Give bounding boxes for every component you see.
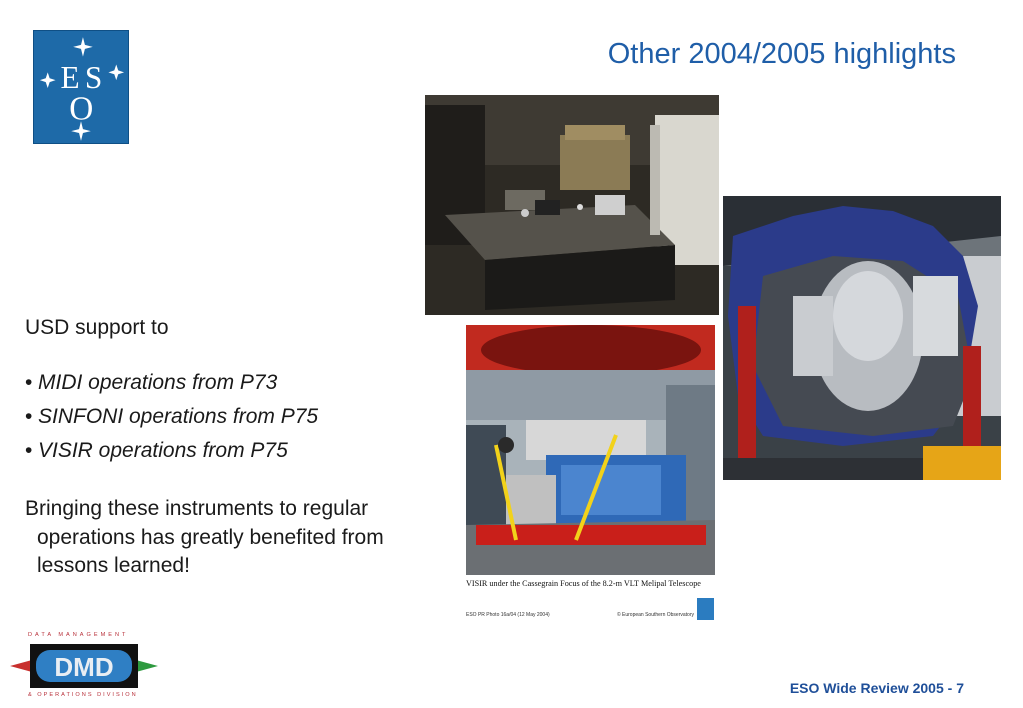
closing-line: Bringing these instruments to regular	[25, 497, 369, 520]
dmd-logo-top-text: DATA MANAGEMENT	[28, 632, 129, 638]
bullet-item: • MIDI operations from P73	[25, 371, 278, 394]
visir-photo-credits	[466, 612, 694, 618]
bullet-text: MIDI operations from P73	[38, 371, 278, 394]
lead-text: USD support to	[25, 316, 169, 339]
visir-photo-credit: © European Southern Observatory	[616, 612, 694, 618]
dmd-logo-icon	[10, 640, 158, 692]
svg-text:S: S	[84, 59, 103, 95]
slide-title: Other 2004/2005 highlights	[607, 38, 956, 70]
eso-star-logo-icon	[34, 31, 128, 143]
visir-instrument-photo	[466, 325, 715, 575]
slide-body	[25, 314, 445, 581]
bullet-text: VISIR operations from P75	[38, 439, 288, 462]
midi-instrument-photo	[425, 95, 719, 315]
svg-text:E: E	[60, 59, 80, 95]
visir-photo-id: ESO PR Photo 16a/04 (12 May 2004)	[466, 612, 550, 618]
eso-logo	[33, 30, 129, 144]
closing-line: lessons learned!	[37, 554, 190, 577]
visir-photo-caption: VISIR under the Cassegrain Focus of the 8.2-m VLT Melipal Telescope	[466, 579, 701, 588]
bullet-text: SINFONI operations from P75	[38, 405, 319, 428]
bullet-item: • VISIR operations from P75	[25, 439, 288, 462]
closing-paragraph	[25, 495, 445, 581]
closing-line: operations has greatly benefited from	[37, 525, 384, 549]
slide-footer: ESO Wide Review 2005 - 7	[789, 680, 964, 696]
dmd-logo	[10, 632, 158, 702]
sinfoni-instrument-photo	[723, 196, 1001, 480]
dmd-mark-text: DMD	[54, 652, 114, 682]
dmd-logo-bottom-text: & OPERATIONS DIVISION	[28, 692, 138, 698]
bullet-item: • SINFONI operations from P75	[25, 405, 319, 428]
svg-text:O: O	[69, 90, 94, 128]
eso-mini-logo-icon	[697, 598, 714, 620]
